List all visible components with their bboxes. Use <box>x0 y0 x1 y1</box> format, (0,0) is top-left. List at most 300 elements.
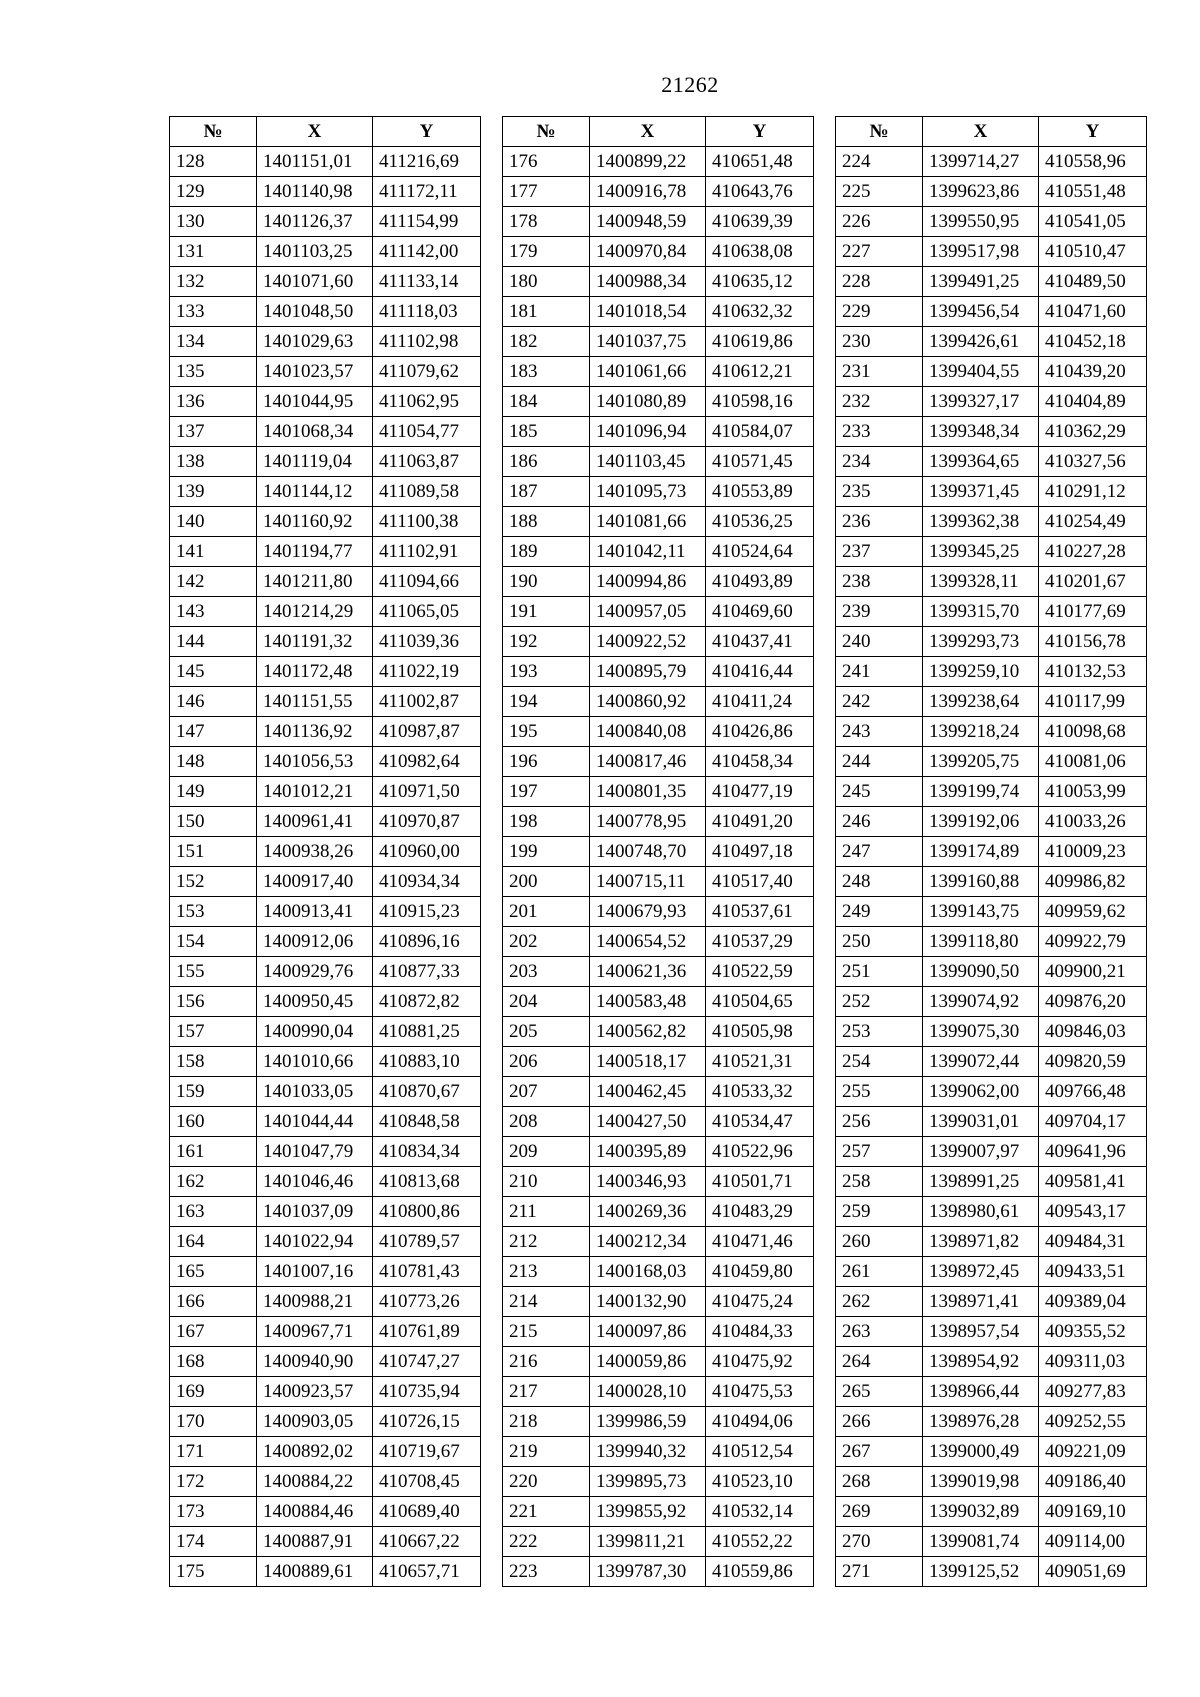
x-coordinate-cell: 1400346,93 <box>590 1167 706 1197</box>
table-row <box>170 1107 481 1137</box>
table-row <box>170 447 481 477</box>
table-row <box>836 1317 1147 1347</box>
y-coordinate-cell: 411102,98 <box>373 327 481 357</box>
y-coordinate-cell: 410254,49 <box>1039 507 1147 537</box>
x-coordinate-cell: 1399517,98 <box>923 237 1039 267</box>
table-row <box>503 657 814 687</box>
y-coordinate-cell: 410177,69 <box>1039 597 1147 627</box>
table-row <box>836 507 1147 537</box>
x-coordinate-cell: 1401160,92 <box>257 507 373 537</box>
table-row <box>503 777 814 807</box>
y-coordinate-cell: 411102,91 <box>373 537 481 567</box>
table-row <box>170 1077 481 1107</box>
table-row <box>170 1377 481 1407</box>
x-coordinate-cell: 1401046,46 <box>257 1167 373 1197</box>
table-row <box>503 177 814 207</box>
table-row <box>503 1047 814 1077</box>
y-coordinate-cell: 411002,87 <box>373 687 481 717</box>
x-coordinate-cell: 1401151,55 <box>257 687 373 717</box>
y-coordinate-cell: 410537,29 <box>706 927 814 957</box>
point-number-cell: 175 <box>170 1557 257 1587</box>
x-coordinate-cell: 1399062,00 <box>923 1077 1039 1107</box>
point-number-cell: 157 <box>170 1017 257 1047</box>
x-coordinate-cell: 1400988,34 <box>590 267 706 297</box>
y-coordinate-cell: 410081,06 <box>1039 747 1147 777</box>
x-coordinate-cell: 1398980,61 <box>923 1197 1039 1227</box>
point-number-cell: 159 <box>170 1077 257 1107</box>
point-number-cell: 145 <box>170 657 257 687</box>
point-number-cell: 202 <box>503 927 590 957</box>
point-number-cell: 239 <box>836 597 923 627</box>
table-row <box>503 1317 814 1347</box>
x-coordinate-cell: 1399623,86 <box>923 177 1039 207</box>
point-number-cell: 248 <box>836 867 923 897</box>
y-coordinate-cell: 409543,17 <box>1039 1197 1147 1227</box>
point-number-cell: 136 <box>170 387 257 417</box>
y-coordinate-cell: 410639,39 <box>706 207 814 237</box>
y-coordinate-cell: 411133,14 <box>373 267 481 297</box>
table-row <box>170 1137 481 1167</box>
table-row <box>836 477 1147 507</box>
y-coordinate-cell: 410708,45 <box>373 1467 481 1497</box>
y-coordinate-cell: 410533,32 <box>706 1077 814 1107</box>
y-coordinate-cell: 410971,50 <box>373 777 481 807</box>
y-coordinate-cell: 409433,51 <box>1039 1257 1147 1287</box>
table-row <box>170 927 481 957</box>
x-coordinate-cell: 1400269,36 <box>590 1197 706 1227</box>
y-coordinate-cell: 409221,09 <box>1039 1437 1147 1467</box>
x-coordinate-cell: 1401151,01 <box>257 147 373 177</box>
x-coordinate-cell: 1399143,75 <box>923 897 1039 927</box>
table-row <box>503 627 814 657</box>
y-coordinate-cell: 409114,00 <box>1039 1527 1147 1557</box>
header-no: № <box>170 117 257 147</box>
x-coordinate-cell: 1400923,57 <box>257 1377 373 1407</box>
point-number-cell: 128 <box>170 147 257 177</box>
table-row <box>503 747 814 777</box>
point-number-cell: 233 <box>836 417 923 447</box>
table-row <box>836 747 1147 777</box>
point-number-cell: 179 <box>503 237 590 267</box>
table-row <box>836 1467 1147 1497</box>
y-coordinate-cell: 410475,24 <box>706 1287 814 1317</box>
x-coordinate-cell: 1400912,06 <box>257 927 373 957</box>
table-row <box>503 1527 814 1557</box>
x-coordinate-cell: 1401044,44 <box>257 1107 373 1137</box>
y-coordinate-cell: 409311,03 <box>1039 1347 1147 1377</box>
y-coordinate-cell: 410789,57 <box>373 1227 481 1257</box>
x-coordinate-cell: 1401033,05 <box>257 1077 373 1107</box>
x-coordinate-cell: 1401037,75 <box>590 327 706 357</box>
point-number-cell: 254 <box>836 1047 923 1077</box>
coordinates-table-3 <box>835 116 1147 1587</box>
table-row <box>170 1287 481 1317</box>
table-row <box>836 657 1147 687</box>
point-number-cell: 250 <box>836 927 923 957</box>
y-coordinate-cell: 411062,95 <box>373 387 481 417</box>
point-number-cell: 224 <box>836 147 923 177</box>
point-number-cell: 223 <box>503 1557 590 1587</box>
point-number-cell: 266 <box>836 1407 923 1437</box>
header-no: № <box>836 117 923 147</box>
y-coordinate-cell: 410489,50 <box>1039 267 1147 297</box>
y-coordinate-cell: 409641,96 <box>1039 1137 1147 1167</box>
point-number-cell: 238 <box>836 567 923 597</box>
table-row <box>170 147 481 177</box>
table-row <box>170 807 481 837</box>
y-coordinate-cell: 410156,78 <box>1039 627 1147 657</box>
point-number-cell: 271 <box>836 1557 923 1587</box>
point-number-cell: 164 <box>170 1227 257 1257</box>
y-coordinate-cell: 411100,38 <box>373 507 481 537</box>
table-row <box>836 807 1147 837</box>
table-row <box>503 1377 814 1407</box>
header-x: X <box>923 117 1039 147</box>
y-coordinate-cell: 410553,89 <box>706 477 814 507</box>
table-row <box>503 957 814 987</box>
table-row <box>836 297 1147 327</box>
y-coordinate-cell: 410426,86 <box>706 717 814 747</box>
y-coordinate-cell: 410437,41 <box>706 627 814 657</box>
point-number-cell: 205 <box>503 1017 590 1047</box>
table-row <box>836 387 1147 417</box>
x-coordinate-cell: 1400817,46 <box>590 747 706 777</box>
x-coordinate-cell: 1401007,16 <box>257 1257 373 1287</box>
x-coordinate-cell: 1400929,76 <box>257 957 373 987</box>
point-number-cell: 201 <box>503 897 590 927</box>
x-coordinate-cell: 1399192,06 <box>923 807 1039 837</box>
point-number-cell: 215 <box>503 1317 590 1347</box>
y-coordinate-cell: 411142,00 <box>373 237 481 267</box>
y-coordinate-cell: 410475,53 <box>706 1377 814 1407</box>
y-coordinate-cell: 410484,33 <box>706 1317 814 1347</box>
table-row <box>170 1467 481 1497</box>
table-row <box>170 867 481 897</box>
table-row <box>170 897 481 927</box>
x-coordinate-cell: 1400961,41 <box>257 807 373 837</box>
y-coordinate-cell: 410915,23 <box>373 897 481 927</box>
y-coordinate-cell: 410291,12 <box>1039 477 1147 507</box>
x-coordinate-cell: 1399218,24 <box>923 717 1039 747</box>
point-number-cell: 214 <box>503 1287 590 1317</box>
y-coordinate-cell: 411172,11 <box>373 177 481 207</box>
y-coordinate-cell: 410536,25 <box>706 507 814 537</box>
table-row <box>836 867 1147 897</box>
table-row <box>836 1227 1147 1257</box>
point-number-cell: 148 <box>170 747 257 777</box>
point-number-cell: 199 <box>503 837 590 867</box>
y-coordinate-cell: 410327,56 <box>1039 447 1147 477</box>
x-coordinate-cell: 1401214,29 <box>257 597 373 627</box>
point-number-cell: 187 <box>503 477 590 507</box>
y-coordinate-cell: 410439,20 <box>1039 357 1147 387</box>
point-number-cell: 146 <box>170 687 257 717</box>
table-row <box>170 1557 481 1587</box>
y-coordinate-cell: 410643,76 <box>706 177 814 207</box>
x-coordinate-cell: 1399426,61 <box>923 327 1039 357</box>
table-row <box>503 207 814 237</box>
y-coordinate-cell: 409355,52 <box>1039 1317 1147 1347</box>
point-number-cell: 167 <box>170 1317 257 1347</box>
y-coordinate-cell: 410987,87 <box>373 717 481 747</box>
x-coordinate-cell: 1400679,93 <box>590 897 706 927</box>
point-number-cell: 152 <box>170 867 257 897</box>
table-row <box>170 357 481 387</box>
y-coordinate-cell: 410584,07 <box>706 417 814 447</box>
point-number-cell: 227 <box>836 237 923 267</box>
y-coordinate-cell: 409169,10 <box>1039 1497 1147 1527</box>
point-number-cell: 217 <box>503 1377 590 1407</box>
point-number-cell: 206 <box>503 1047 590 1077</box>
y-coordinate-cell: 411039,36 <box>373 627 481 657</box>
point-number-cell: 129 <box>170 177 257 207</box>
coordinates-table-1 <box>169 116 481 1587</box>
point-number-cell: 235 <box>836 477 923 507</box>
point-number-cell: 197 <box>503 777 590 807</box>
table-row <box>503 297 814 327</box>
x-coordinate-cell: 1399000,49 <box>923 1437 1039 1467</box>
x-coordinate-cell: 1401068,34 <box>257 417 373 447</box>
x-coordinate-cell: 1398957,54 <box>923 1317 1039 1347</box>
x-coordinate-cell: 1400887,91 <box>257 1527 373 1557</box>
point-number-cell: 182 <box>503 327 590 357</box>
y-coordinate-cell: 410416,44 <box>706 657 814 687</box>
point-number-cell: 131 <box>170 237 257 267</box>
y-coordinate-cell: 410598,16 <box>706 387 814 417</box>
table-row <box>170 987 481 1017</box>
x-coordinate-cell: 1400860,92 <box>590 687 706 717</box>
x-coordinate-cell: 1400884,22 <box>257 1467 373 1497</box>
table-row <box>170 297 481 327</box>
y-coordinate-cell: 410523,10 <box>706 1467 814 1497</box>
point-number-cell: 222 <box>503 1527 590 1557</box>
x-coordinate-cell: 1401018,54 <box>590 297 706 327</box>
x-coordinate-cell: 1399456,54 <box>923 297 1039 327</box>
x-coordinate-cell: 1399205,75 <box>923 747 1039 777</box>
table-row <box>170 237 481 267</box>
table-row <box>503 867 814 897</box>
x-coordinate-cell: 1399174,89 <box>923 837 1039 867</box>
x-coordinate-cell: 1399986,59 <box>590 1407 706 1437</box>
x-coordinate-cell: 1400621,36 <box>590 957 706 987</box>
x-coordinate-cell: 1399118,80 <box>923 927 1039 957</box>
table-row <box>836 267 1147 297</box>
table-row <box>836 1017 1147 1047</box>
y-coordinate-cell: 410477,19 <box>706 777 814 807</box>
x-coordinate-cell: 1401119,04 <box>257 447 373 477</box>
point-number-cell: 178 <box>503 207 590 237</box>
point-number-cell: 262 <box>836 1287 923 1317</box>
table-row <box>503 717 814 747</box>
y-coordinate-cell: 411022,19 <box>373 657 481 687</box>
x-coordinate-cell: 1400212,34 <box>590 1227 706 1257</box>
x-coordinate-cell: 1401056,53 <box>257 747 373 777</box>
y-coordinate-cell: 410619,86 <box>706 327 814 357</box>
point-number-cell: 230 <box>836 327 923 357</box>
point-number-cell: 151 <box>170 837 257 867</box>
x-coordinate-cell: 1401140,98 <box>257 177 373 207</box>
point-number-cell: 203 <box>503 957 590 987</box>
x-coordinate-cell: 1400801,35 <box>590 777 706 807</box>
table-row <box>170 477 481 507</box>
y-coordinate-cell: 410726,15 <box>373 1407 481 1437</box>
x-coordinate-cell: 1398971,41 <box>923 1287 1039 1317</box>
point-number-cell: 154 <box>170 927 257 957</box>
x-coordinate-cell: 1399238,64 <box>923 687 1039 717</box>
table-row <box>836 897 1147 927</box>
x-coordinate-cell: 1400654,52 <box>590 927 706 957</box>
table-row <box>170 1317 481 1347</box>
table-row <box>170 1527 481 1557</box>
y-coordinate-cell: 409051,69 <box>1039 1557 1147 1587</box>
y-coordinate-cell: 410534,47 <box>706 1107 814 1137</box>
x-coordinate-cell: 1400778,95 <box>590 807 706 837</box>
x-coordinate-cell: 1399327,17 <box>923 387 1039 417</box>
table-row <box>503 1287 814 1317</box>
x-coordinate-cell: 1399160,88 <box>923 867 1039 897</box>
x-coordinate-cell: 1400917,40 <box>257 867 373 897</box>
table-row <box>503 1107 814 1137</box>
x-coordinate-cell: 1399714,27 <box>923 147 1039 177</box>
header-row <box>503 117 814 147</box>
table-row <box>503 1437 814 1467</box>
point-number-cell: 133 <box>170 297 257 327</box>
point-number-cell: 243 <box>836 717 923 747</box>
table-row <box>836 1437 1147 1467</box>
table-row <box>170 1407 481 1437</box>
x-coordinate-cell: 1400889,61 <box>257 1557 373 1587</box>
point-number-cell: 186 <box>503 447 590 477</box>
x-coordinate-cell: 1400940,90 <box>257 1347 373 1377</box>
x-coordinate-cell: 1400948,59 <box>590 207 706 237</box>
table-row <box>170 1437 481 1467</box>
point-number-cell: 153 <box>170 897 257 927</box>
point-number-cell: 236 <box>836 507 923 537</box>
point-number-cell: 168 <box>170 1347 257 1377</box>
table-row <box>170 1347 481 1377</box>
x-coordinate-cell: 1399328,11 <box>923 567 1039 597</box>
table-row <box>503 897 814 927</box>
y-coordinate-cell: 410735,94 <box>373 1377 481 1407</box>
y-coordinate-cell: 410848,58 <box>373 1107 481 1137</box>
y-coordinate-cell: 411054,77 <box>373 417 481 447</box>
x-coordinate-cell: 1400884,46 <box>257 1497 373 1527</box>
point-number-cell: 180 <box>503 267 590 297</box>
header-x: X <box>257 117 373 147</box>
point-number-cell: 246 <box>836 807 923 837</box>
y-coordinate-cell: 410458,34 <box>706 747 814 777</box>
header-no: № <box>503 117 590 147</box>
point-number-cell: 147 <box>170 717 257 747</box>
y-coordinate-cell: 410524,64 <box>706 537 814 567</box>
y-coordinate-cell: 410494,06 <box>706 1407 814 1437</box>
page-number: 21262 <box>661 72 719 97</box>
y-coordinate-cell: 410404,89 <box>1039 387 1147 417</box>
x-coordinate-cell: 1399345,25 <box>923 537 1039 567</box>
point-number-cell: 252 <box>836 987 923 1017</box>
x-coordinate-cell: 1400462,45 <box>590 1077 706 1107</box>
table-row <box>503 1467 814 1497</box>
point-number-cell: 190 <box>503 567 590 597</box>
point-number-cell: 232 <box>836 387 923 417</box>
table-row <box>170 657 481 687</box>
y-coordinate-cell: 410512,54 <box>706 1437 814 1467</box>
x-coordinate-cell: 1400903,05 <box>257 1407 373 1437</box>
point-number-cell: 229 <box>836 297 923 327</box>
x-coordinate-cell: 1398966,44 <box>923 1377 1039 1407</box>
table-row <box>836 957 1147 987</box>
table-row <box>836 777 1147 807</box>
x-coordinate-cell: 1399787,30 <box>590 1557 706 1587</box>
table-row <box>170 417 481 447</box>
point-number-cell: 216 <box>503 1347 590 1377</box>
x-coordinate-cell: 1399090,50 <box>923 957 1039 987</box>
y-coordinate-cell: 410469,60 <box>706 597 814 627</box>
header-y: Y <box>706 117 814 147</box>
y-coordinate-cell: 409876,20 <box>1039 987 1147 1017</box>
point-number-cell: 156 <box>170 987 257 1017</box>
table-row <box>170 627 481 657</box>
x-coordinate-cell: 1398971,82 <box>923 1227 1039 1257</box>
table-row <box>503 447 814 477</box>
x-coordinate-cell: 1400938,26 <box>257 837 373 867</box>
x-coordinate-cell: 1399362,38 <box>923 507 1039 537</box>
table-row <box>836 237 1147 267</box>
point-number-cell: 192 <box>503 627 590 657</box>
table-row <box>836 597 1147 627</box>
table-row <box>170 837 481 867</box>
point-number-cell: 181 <box>503 297 590 327</box>
x-coordinate-cell: 1401061,66 <box>590 357 706 387</box>
x-coordinate-cell: 1399072,44 <box>923 1047 1039 1077</box>
y-coordinate-cell: 410521,31 <box>706 1047 814 1077</box>
point-number-cell: 257 <box>836 1137 923 1167</box>
table-row <box>836 417 1147 447</box>
y-coordinate-cell: 411089,58 <box>373 477 481 507</box>
y-coordinate-cell: 410033,26 <box>1039 807 1147 837</box>
point-number-cell: 247 <box>836 837 923 867</box>
table-row <box>503 237 814 267</box>
point-number-cell: 138 <box>170 447 257 477</box>
x-coordinate-cell: 1401010,66 <box>257 1047 373 1077</box>
y-coordinate-cell: 410552,22 <box>706 1527 814 1557</box>
x-coordinate-cell: 1401211,80 <box>257 567 373 597</box>
x-coordinate-cell: 1400132,90 <box>590 1287 706 1317</box>
y-coordinate-cell: 410227,28 <box>1039 537 1147 567</box>
table-row <box>503 567 814 597</box>
table-row <box>503 507 814 537</box>
x-coordinate-cell: 1401048,50 <box>257 297 373 327</box>
x-coordinate-cell: 1401096,94 <box>590 417 706 447</box>
x-coordinate-cell: 1399007,97 <box>923 1137 1039 1167</box>
table-row <box>836 537 1147 567</box>
y-coordinate-cell: 410747,27 <box>373 1347 481 1377</box>
table-row <box>503 927 814 957</box>
table-row <box>836 1407 1147 1437</box>
table-row <box>836 567 1147 597</box>
coordinates-table-2 <box>502 116 814 1587</box>
x-coordinate-cell: 1401136,92 <box>257 717 373 747</box>
table-row <box>503 1077 814 1107</box>
point-number-cell: 144 <box>170 627 257 657</box>
point-number-cell: 242 <box>836 687 923 717</box>
y-coordinate-cell: 409186,40 <box>1039 1467 1147 1497</box>
table-row <box>170 957 481 987</box>
point-number-cell: 265 <box>836 1377 923 1407</box>
point-number-cell: 185 <box>503 417 590 447</box>
point-number-cell: 134 <box>170 327 257 357</box>
point-number-cell: 200 <box>503 867 590 897</box>
